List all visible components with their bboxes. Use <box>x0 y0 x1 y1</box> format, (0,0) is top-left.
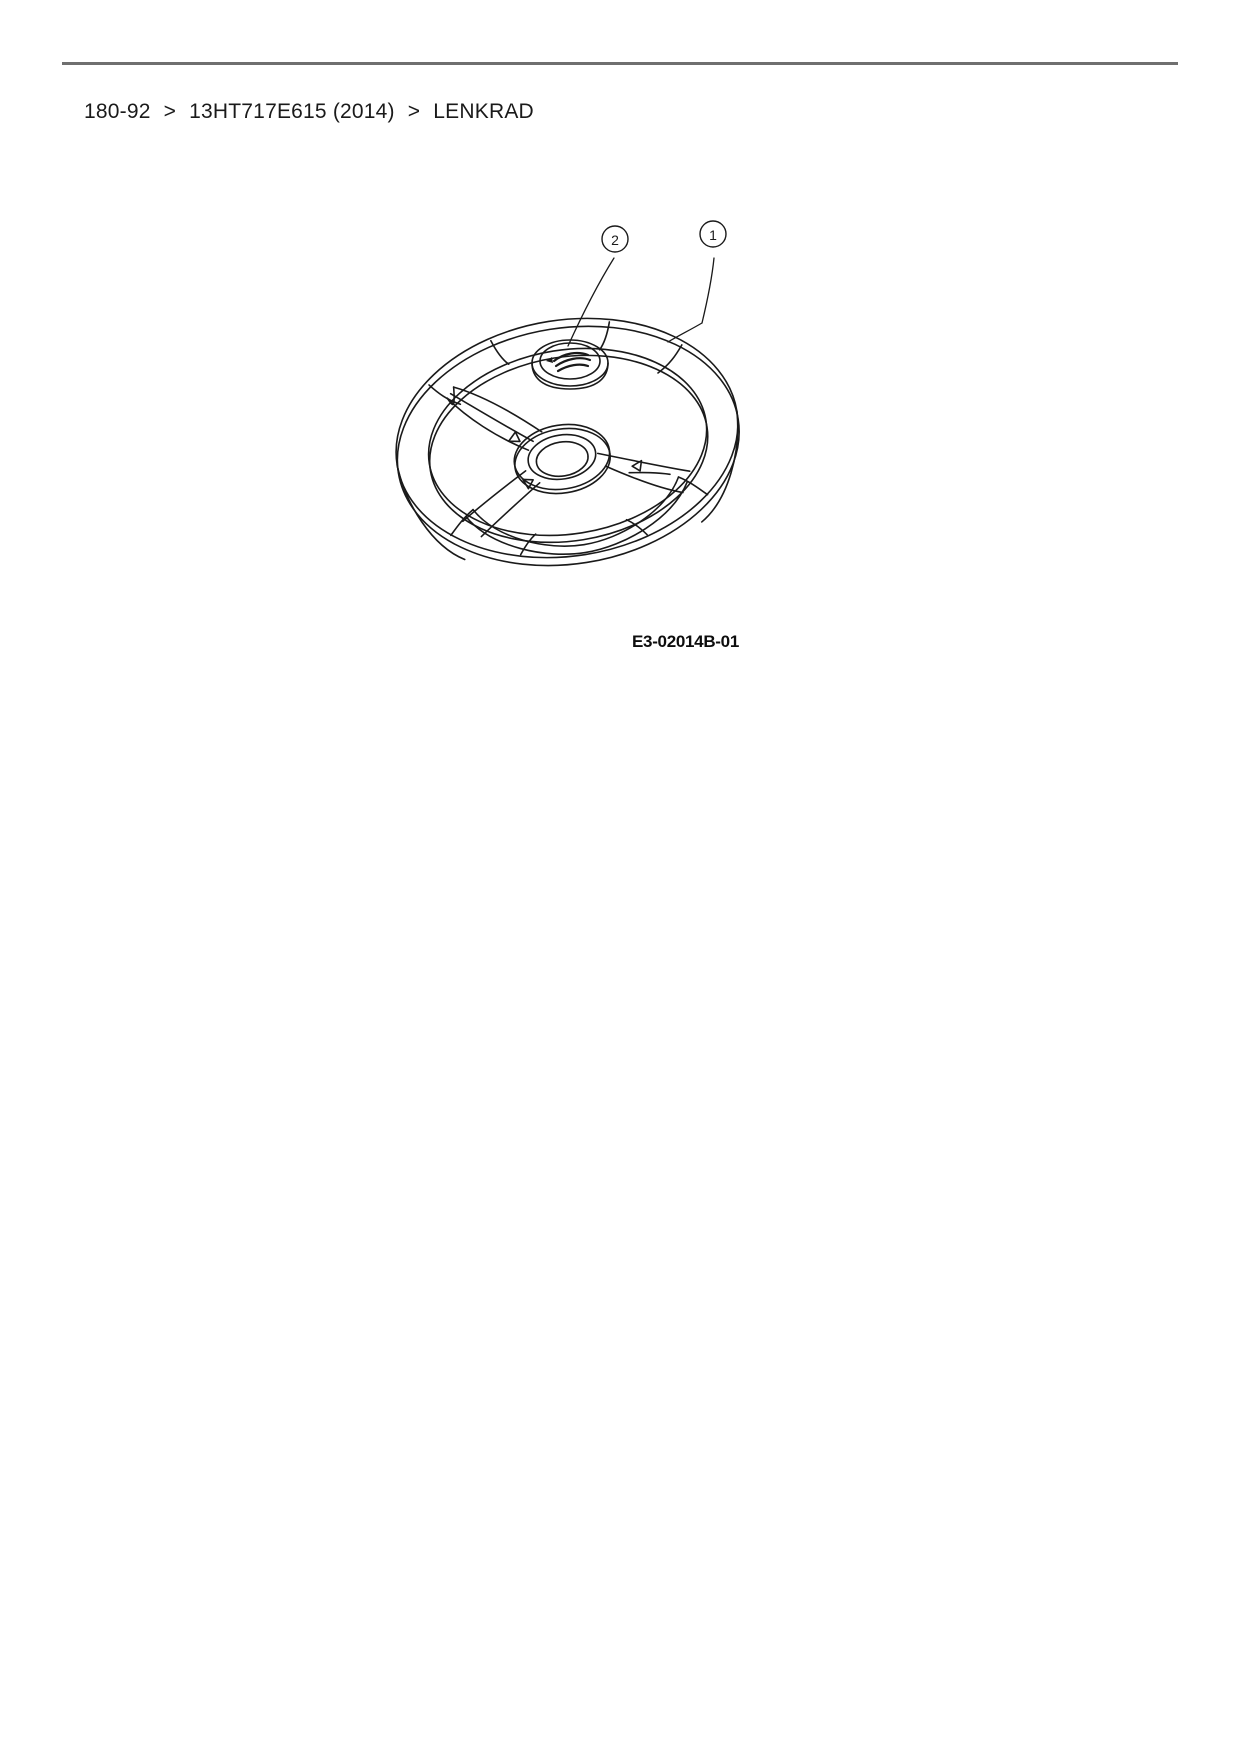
breadcrumb-separator-2: > <box>407 100 421 123</box>
breadcrumb <box>84 100 534 124</box>
breadcrumb-item-model[interactable]: 13HT717E615 (2014) <box>189 100 395 123</box>
breadcrumb-separator-1: > <box>163 100 177 123</box>
callout-1-number: 1 <box>709 227 717 243</box>
header-divider <box>62 62 1178 65</box>
parts-diagram <box>372 138 762 658</box>
callout-2-number: 2 <box>611 232 619 248</box>
breadcrumb-item-section[interactable]: LENKRAD <box>433 100 534 123</box>
figure-code: E3-02014B-01 <box>632 632 739 651</box>
breadcrumb-item-catalog[interactable]: 180-92 <box>84 100 151 123</box>
